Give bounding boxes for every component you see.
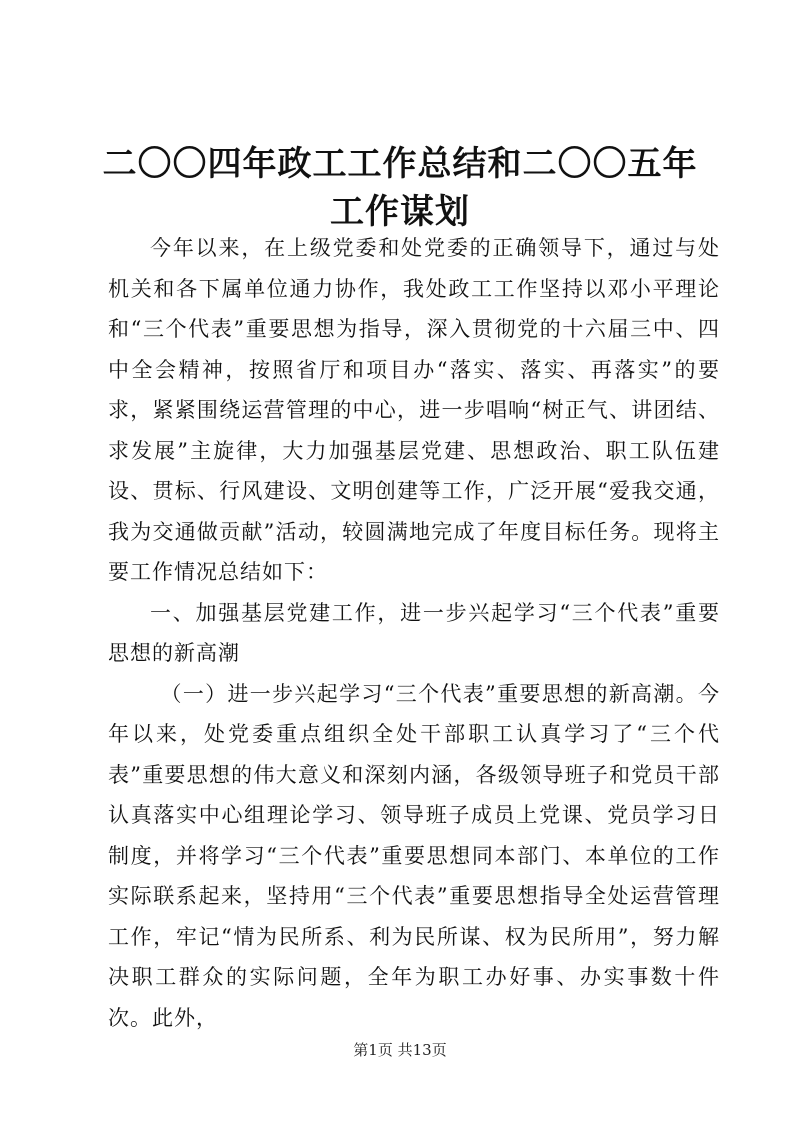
document-body [108, 228, 720, 1038]
paragraph-intro: 今年以来，在上级党委和处党委的正确领导下，通过与处机关和各下属单位通力协作，我处政工工作坚持以邓小平理论和“三个代表”重要思想为指导，深入贯彻党的十六届三中、四中全会精神，按照省厅和项目办“落实、落实、再落实”的要求，紧紧围绕运营管理的中心，进一步唱响“树正气、讲团结、求发展”主旋律，大力加强基层党建、思想政治、职工队伍建设、贯标、行风建设、文明创建等工作，广泛开展“爱我交通，我为交通做贡献”活动，较圆满地完成了年度目标任务。现将主要工作情况总结如下： [108, 236, 720, 584]
section-heading-1: 一、加强基层党建工作，进一步兴起学习“三个代表”重要思想的新高潮 [108, 600, 720, 665]
paragraph-subsection-1: （一）进一步兴起学习“三个代表”重要思想的新高潮。今年以来，处党委重点组织全处干部职工认真学习了“三个代表”重要思想的伟大意义和深刻内涵，各级领导班子和党员干部认真落实中心组理论学习、领导班子成员上党课、党员学习日制度，并将学习“三个代表”重要思想同本部门、本单位的工作实际联系起来，坚持用“三个代表”重要思想指导全处运营管理工作，牢记“情为民所系、利为民所谋、权为民所用”，努力解决职工群众的实际问题，全年为职工办好事、办实事数十件次。此外， [108, 681, 720, 1030]
document-title: 二〇〇四年政工工作总结和二〇〇五年工作谋划 [102, 144, 698, 232]
page-number-label: 第1页 共13页 [353, 1041, 447, 1059]
page-footer [0, 1040, 800, 1060]
